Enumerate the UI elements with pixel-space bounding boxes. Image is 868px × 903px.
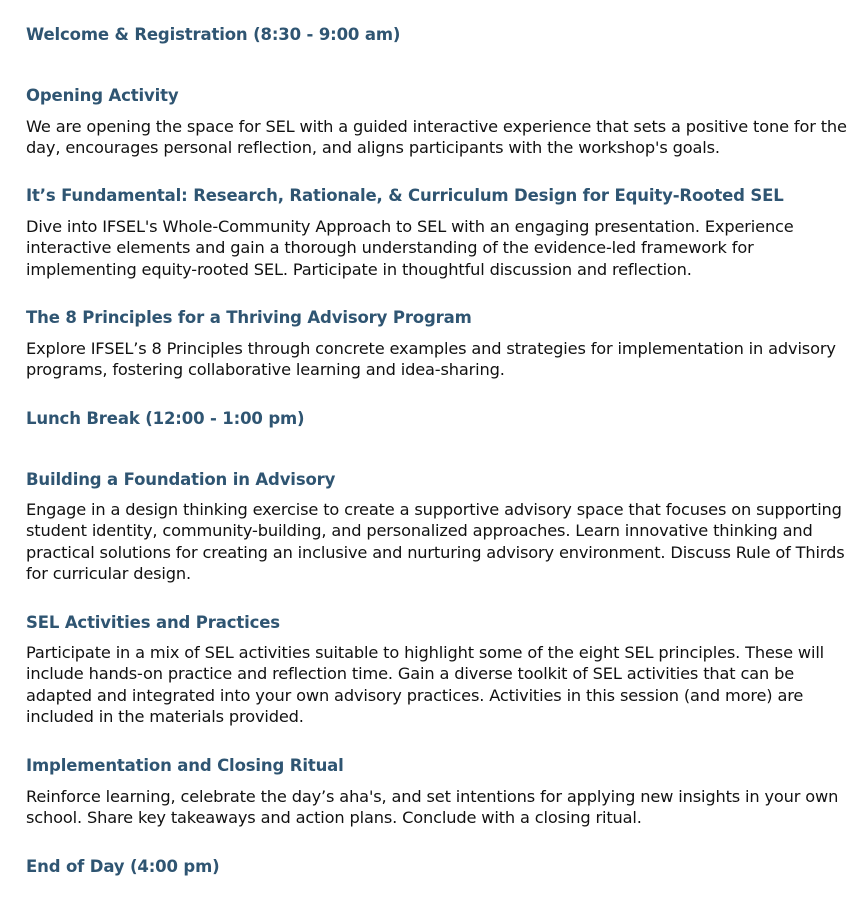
section-heading-8-principles: The 8 Principles for a Thriving Advisory Program xyxy=(26,308,472,327)
section-body-sel-activities: Participate in a mix of SEL activities suitable to highlight some of the eight SEL principles. These will include hands-on practice and reflection time. Gain a diverse toolkit of SEL activities that can be adapted and integrated into your own advisory practices. Activities in this session (and more) are included in the materials provided. xyxy=(26,643,825,726)
section-body-fundamental: Dive into IFSEL's Whole-Community Approach to SEL with an engaging presentation. Experience interactive elements and gain a thorough understanding of the evidence-led framework for implementing equity-rooted SEL. Participate in thoughtful discussion and reflection. xyxy=(26,217,794,279)
section-body-implementation: Reinforce learning, celebrate the day’s aha's, and set intentions for applying new insights in your own school. Share key takeaways and action plans. Conclude with a closing ritual. xyxy=(26,787,839,828)
section-heading-opening-activity: Opening Activity xyxy=(26,86,179,105)
section-heading-lunch-break: Lunch Break (12:00 - 1:00 pm) xyxy=(26,409,305,428)
section-heading-sel-activities: SEL Activities and Practices xyxy=(26,613,280,632)
section-heading-foundation-advisory: Building a Foundation in Advisory xyxy=(26,470,336,489)
section-body-foundation-advisory: Engage in a design thinking exercise to create a supportive advisory space that focuses on supporting student identity, community-building, and personalized approaches. Learn innovative thinking and practical solutions for creating an inclusive and nurturing advisory environment. Discuss Rule of Thirds for curricular design. xyxy=(26,500,845,583)
section-heading-fundamental: It’s Fundamental: Research, Rationale, & Curriculum Design for Equity-Rooted SEL xyxy=(26,186,784,205)
section-body-8-principles: Explore IFSEL’s 8 Principles through concrete examples and strategies for implementation in advisory programs, fostering collaborative learning and idea-sharing. xyxy=(26,339,836,380)
section-heading-end-of-day: End of Day (4:00 pm) xyxy=(26,857,220,876)
section-heading-welcome: Welcome & Registration (8:30 - 9:00 am) xyxy=(26,25,401,44)
section-heading-implementation: Implementation and Closing Ritual xyxy=(26,756,344,775)
section-body-opening-activity: We are opening the space for SEL with a guided interactive experience that sets a positive tone for the day, encourages personal reflection, and aligns participants with the workshop's goals. xyxy=(26,117,847,158)
